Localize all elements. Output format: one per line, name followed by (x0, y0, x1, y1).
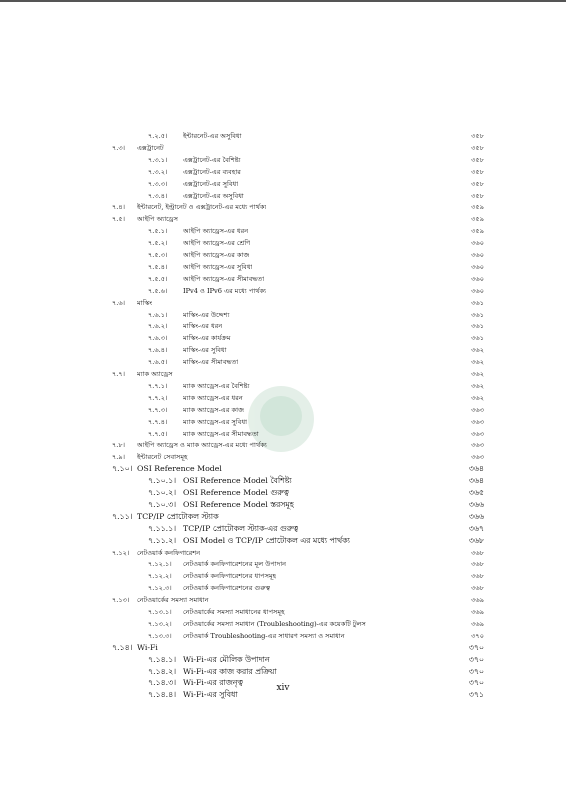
toc-entry-page: ৩৬৬ (468, 511, 484, 521)
toc-entry-number: ৭.৫.১। (148, 227, 168, 236)
toc-entry-title: এক্সট্রানেট-এর বৈশিষ্ট্য (183, 155, 241, 164)
toc-entry-page: ৩৫৯ (471, 203, 484, 212)
toc-entry-title: ম্যাক অ্যাড্রেস-এর সীমাবদ্ধতা (183, 429, 259, 438)
toc-subsection-row (0, 178, 566, 190)
toc-subsection-row (0, 249, 566, 261)
toc-entry-number: ৭.১৪.২। (148, 666, 177, 676)
toc-entry-title: মাস্কিং-এর কার্যক্রম (183, 334, 231, 343)
toc-entry-number: ৭.৮। (112, 441, 126, 450)
toc-entry-page: ৩৬৮ (471, 572, 484, 581)
toc-section-row (0, 451, 566, 463)
toc-subsection-row (0, 320, 566, 332)
toc-section-row (0, 547, 566, 559)
toc-subsection-row (0, 582, 566, 594)
toc-entry-title: OSI Reference Model গুরুত্ব (183, 488, 289, 497)
toc-section-row (0, 368, 566, 380)
toc-subsection-row (0, 535, 566, 547)
toc-entry-page: ৩৬৮ (471, 584, 484, 593)
toc-section-row (0, 463, 566, 475)
toc-entry-number: ৭.১২.১। (148, 560, 172, 569)
toc-subsection-row (0, 618, 566, 630)
toc-subsection-row (0, 666, 566, 678)
toc-subsection-row (0, 154, 566, 166)
toc-entry-number: ৭.৪। (112, 203, 126, 212)
toc-entry-title: নেটওয়ার্ক কনফিগারেশনের মূল উপাদান (183, 560, 287, 569)
toc-entry-title: এক্সট্রানেট-এর সুবিধা (183, 179, 239, 188)
toc-entry-title: এক্সট্রানেট-এর অসুবিধা (183, 191, 244, 200)
toc-entry-title: TCP/IP প্রোটোকল স্ট্যাক (137, 511, 219, 521)
toc-entry-page: ৩৬৩ (471, 405, 484, 414)
toc-entry-title: ম্যাক অ্যাড্রেস-এর বৈশিষ্ট্য (183, 381, 250, 390)
toc-entry-number: ৭.১৪.৩। (148, 678, 177, 688)
toc-entry-title: Wi-Fi (137, 642, 158, 652)
toc-entry-title: ইন্টারনেট সেবাসমূহ (137, 453, 188, 462)
toc-entry-title: আইপি অ্যাড্রেস-এর সুবিধা (183, 262, 253, 271)
toc-entry-page: ৩৬০ (471, 239, 484, 248)
toc-entry-page: ৩৬০ (471, 274, 484, 283)
toc-section-row (0, 213, 566, 225)
toc-entry-number: ৭.৩.২। (148, 167, 168, 176)
toc-entry-title: নেটওয়ার্ক কনফিগারেশন (137, 548, 201, 557)
toc-entry-page: ৩৭০ (468, 642, 484, 652)
toc-section-row (0, 511, 566, 523)
toc-entry-title: মাস্কিং-এর সুবিধা (183, 346, 227, 355)
toc-entry-page: ৩৫৮ (471, 155, 484, 164)
toc-entry-title: Wi-Fi-এর সুবিধা (183, 690, 238, 700)
toc-entry-page: ৩৬৯ (471, 619, 484, 628)
toc-subsection-row (0, 285, 566, 297)
toc-entry-page: ৩৬০ (471, 286, 484, 295)
toc-entry-number: ৭.১৩.২। (148, 619, 172, 628)
toc-entry-number: ৭.১১.২। (148, 535, 177, 545)
toc-entry-number: ৭.৩.৩। (148, 179, 168, 188)
toc-entry-title: আইপি অ্যাড্রেস ও ম্যাক অ্যাড্রেস-এর মধ্যে পার্থক্য (137, 441, 267, 450)
toc-entry-title: নেটওয়ার্কের সমস্যা সমাধান (137, 596, 209, 605)
toc-entry-page: ৩৬১ (471, 310, 484, 319)
toc-entry-number: ৭.৬.৩। (148, 334, 168, 343)
toc-entry-page: ৩৬০ (471, 262, 484, 271)
toc-entry-title: Wi-Fi-এর কাজ করার প্রক্রিয়া (183, 666, 277, 676)
toc-section-row (0, 594, 566, 606)
toc-entry-title: Wi-Fi-এর রাজনৃত্ব (183, 678, 243, 688)
toc-section-row (0, 297, 566, 309)
toc-entry-number: ৭.৫। (112, 215, 126, 224)
toc-entry-page: ৩৫৮ (471, 132, 484, 140)
toc-entry-page: ৩৬২ (471, 358, 484, 367)
toc-entry-number: ৭.৫.২। (148, 239, 168, 248)
toc-subsection-row (0, 654, 566, 666)
toc-subsection-row (0, 570, 566, 582)
toc-entry-number: ৭.১৪.১। (148, 654, 176, 664)
toc-entry-page: ৩৬৪ (468, 464, 484, 474)
toc-entry-number: ৭.১২.২। (148, 572, 172, 581)
toc-entry-page: ৩৬৯ (471, 608, 484, 616)
toc-entry-number: ৭.৩.৪। (148, 191, 168, 200)
toc-entry-page: ৩৬১ (471, 298, 484, 307)
toc-entry-title: TCP/IP প্রোটোকল স্ট্যাক-এর গুরুত্ব (183, 523, 299, 533)
toc-subsection-row (0, 630, 566, 642)
toc-entry-number: ৭.১৪.৪। (148, 690, 176, 700)
toc-entry-number: ৭.৩। (112, 143, 126, 152)
toc-entry-page: ৩৭০ (471, 631, 484, 640)
toc-entry-title: নেটওয়ার্কের সমস্যা সমাধানের ধাপসমূহ (183, 608, 285, 616)
toc-entry-page: ৩৬৮ (468, 535, 484, 545)
toc-entry-number: ৭.৭। (112, 370, 126, 378)
toc-subsection-row (0, 416, 566, 428)
toc-entry-title: IPv4 ও IPv6 এর মধ্যে পার্থক্য (183, 286, 267, 295)
toc-subsection-row (0, 475, 566, 487)
toc-entry-title: আইপি অ্যাড্রেস-এর কাজ (183, 251, 250, 259)
toc-section-row (0, 642, 566, 654)
toc-subsection-row (0, 392, 566, 404)
toc-entry-page: ৩৬১ (471, 322, 484, 331)
toc-subsection-row (0, 130, 566, 142)
toc-entry-number: ৭.৭.১। (148, 381, 168, 390)
toc-entry-title: এক্সট্রানেট-এর ব্যবহার (183, 167, 241, 176)
toc-subsection-row (0, 606, 566, 618)
toc-entry-number: ৭.৩.১। (148, 155, 168, 164)
toc-entry-page: ৩৬৩ (471, 417, 484, 426)
toc-entry-page: ৩৭০ (468, 666, 484, 676)
toc-entry-number: ৭.১৩.১। (148, 608, 172, 616)
toc-entry-number: ৭.১৩.৩। (148, 631, 172, 640)
toc-subsection-row (0, 225, 566, 237)
toc-entry-title: OSI Reference Model বৈশিষ্ট্য (183, 476, 292, 486)
toc-subsection-row (0, 237, 566, 249)
toc-entry-page: ৩৭০ (468, 678, 484, 688)
page-number: xiv (276, 683, 290, 693)
toc-entry-title: আইপি অ্যাড্রেস-এর ধরন (183, 227, 249, 236)
toc-entry-page: ৩৫৯ (471, 227, 484, 236)
toc-entry-title: OSI Model ও TCP/IP প্রোটোকল এর মধ্যে পার্থক্য (183, 535, 350, 545)
toc-entry-number: ৭.৫.৩। (148, 251, 168, 259)
toc-entry-page: ৩৬৬ (468, 499, 484, 509)
toc-entry-title: মাস্কিং-এর সীমাবদ্ধতা (183, 358, 239, 367)
toc-entry-page: ৩৫৮ (471, 143, 484, 152)
toc-entry-title: আইপি অ্যাড্রেস-এর সীমাবদ্ধতা (183, 274, 265, 283)
toc-entry-number: ৭.৫.৫। (148, 274, 168, 283)
toc-entry-title: ইন্টারনেট, ইন্ট্রানেট ও এক্সট্রানেট-এর মধ্যে পার্থক্য (137, 203, 267, 212)
toc-entry-number: ৭.৬.৫। (148, 358, 168, 367)
toc-entry-page: ৩৬৭ (468, 523, 484, 533)
toc-subsection-row (0, 166, 566, 178)
toc-entry-number: ৭.১০.১। (148, 476, 177, 486)
toc-subsection-row (0, 558, 566, 570)
toc-entry-number: ৭.৭.২। (148, 393, 168, 402)
toc-subsection-row (0, 356, 566, 368)
toc-subsection-row (0, 380, 566, 392)
toc-entry-page: ৩৬২ (471, 346, 484, 355)
toc-entry-title: ম্যাক অ্যাড্রেস-এর সুবিধা (183, 417, 248, 426)
toc-entry-title: মাস্কিং-এর ধরন (183, 322, 223, 331)
toc-entry-number: ৭.১০। (112, 464, 133, 474)
toc-entry-page: ৩৬৩ (471, 429, 484, 438)
toc-entry-page: ৩৬৮ (471, 560, 484, 569)
toc-entry-page: ৩৬৩ (471, 441, 484, 450)
toc-entry-page: ৩৬৯ (471, 596, 484, 605)
toc-entry-page: ৩৬৮ (471, 548, 484, 557)
toc-subsection-row (0, 261, 566, 273)
toc-entry-number: ৭.৫.৪। (148, 262, 168, 271)
toc-subsection-row (0, 332, 566, 344)
toc-entry-number: ৭.৭.৩। (148, 405, 168, 414)
toc-entry-number: ৭.৭.৪। (148, 417, 168, 426)
toc-entry-title: এক্সট্রানেট (137, 143, 164, 152)
toc-subsection-row (0, 309, 566, 321)
toc-entry-number: ৭.৭.৫। (148, 429, 168, 438)
toc-entry-number: ৭.১৪। (112, 642, 133, 652)
toc-entry-title: ম্যাক অ্যাড্রেস-এর কাজ (183, 405, 244, 414)
toc-entry-page: ৩৫৮ (471, 191, 484, 200)
toc-subsection-row (0, 428, 566, 440)
toc-entry-title: আইপি অ্যাড্রেস (137, 215, 178, 224)
toc-entry-page: ৩৬২ (471, 381, 484, 390)
toc-entry-title: নেটওয়ার্ক কনফিগারেশনের ধাপসমূহ (183, 572, 277, 581)
toc-entry-number: ৭.৬.২। (148, 322, 168, 331)
toc-entry-page: ৩৬০ (471, 251, 484, 259)
toc-entry-page: ৩৬৫ (468, 488, 484, 497)
toc-section-row (0, 201, 566, 213)
toc-entry-page: ৩৫৯ (471, 215, 484, 224)
toc-subsection-row (0, 499, 566, 511)
toc-subsection-row (0, 523, 566, 535)
toc-entry-number: ৭.১০.২। (148, 488, 177, 497)
toc-entry-number: ৭.১১। (112, 511, 133, 521)
toc-entry-page: ৩৭০ (468, 654, 484, 664)
toc-entry-title: নেটওয়ার্ক Troubleshooting-এর সাধারণ সমস্যা ও সমাধান (183, 631, 345, 640)
toc-entry-number: ৭.১০.৩। (148, 499, 177, 509)
toc-entry-title: নেটওয়ার্কের সমস্যা সমাধান (Troubleshooting)-এর কয়েকটি টুলস (183, 619, 366, 628)
toc-subsection-row (0, 487, 566, 499)
toc-entry-number: ৭.৯। (112, 453, 126, 462)
toc-section-row (0, 142, 566, 154)
toc-entry-number: ৭.২.৫। (148, 132, 168, 140)
toc-entry-number: ৭.৬.১। (148, 310, 168, 319)
toc-subsection-row (0, 190, 566, 202)
toc-entry-page: ৩৬৪ (468, 476, 484, 486)
toc-entry-page: ৩৬১ (471, 334, 484, 343)
toc-entry-page: ৩৬২ (471, 393, 484, 402)
toc-subsection-row (0, 344, 566, 356)
toc-entry-number: ৭.১২.৩। (148, 584, 172, 593)
toc-entry-title: ম্যাক অ্যাড্রেস-এর ধরন (183, 393, 243, 402)
toc-subsection-row (0, 273, 566, 285)
toc-entry-title: নেটওয়ার্ক কনফিগারেশনের গুরুত্ব (183, 584, 271, 593)
toc-entry-number: ৭.৫.৬। (148, 286, 168, 295)
toc-entry-number: ৭.১৩। (112, 596, 130, 605)
toc-entry-title: OSI Reference Model স্তরসমূহ (183, 499, 294, 509)
toc-entry-page: ৩৬২ (471, 370, 484, 378)
toc-subsection-row (0, 404, 566, 416)
toc-entry-number: ৭.৬.৪। (148, 346, 168, 355)
toc-entry-title: OSI Reference Model (137, 464, 222, 474)
toc-entry-page: ৩৫৮ (471, 179, 484, 188)
toc-section-row (0, 439, 566, 451)
toc-entry-page: ৩৭১ (468, 690, 484, 700)
toc-entry-title: মাস্কিং-এর উদ্দেশ্য (183, 310, 230, 319)
toc-entry-page: ৩৫৮ (471, 167, 484, 176)
toc-entry-number: ৭.৬। (112, 298, 126, 307)
toc-entry-title: ম্যাক অ্যাড্রেস (137, 370, 173, 378)
toc-entry-title: ইন্টারনেট-এর অসুবিধা (183, 132, 242, 140)
toc-entry-title: আইপি অ্যাড্রেস-এর শ্রেণি (183, 239, 251, 248)
toc-entry-page: ৩৬৩ (471, 453, 484, 462)
toc-entry-title: Wi-Fi-এর মৌলিক উপাদান (183, 654, 270, 664)
toc-entry-number: ৭.১২। (112, 548, 130, 557)
toc-entry-number: ৭.১১.১। (148, 523, 176, 533)
toc-entry-title: মাস্কিং (137, 298, 153, 307)
